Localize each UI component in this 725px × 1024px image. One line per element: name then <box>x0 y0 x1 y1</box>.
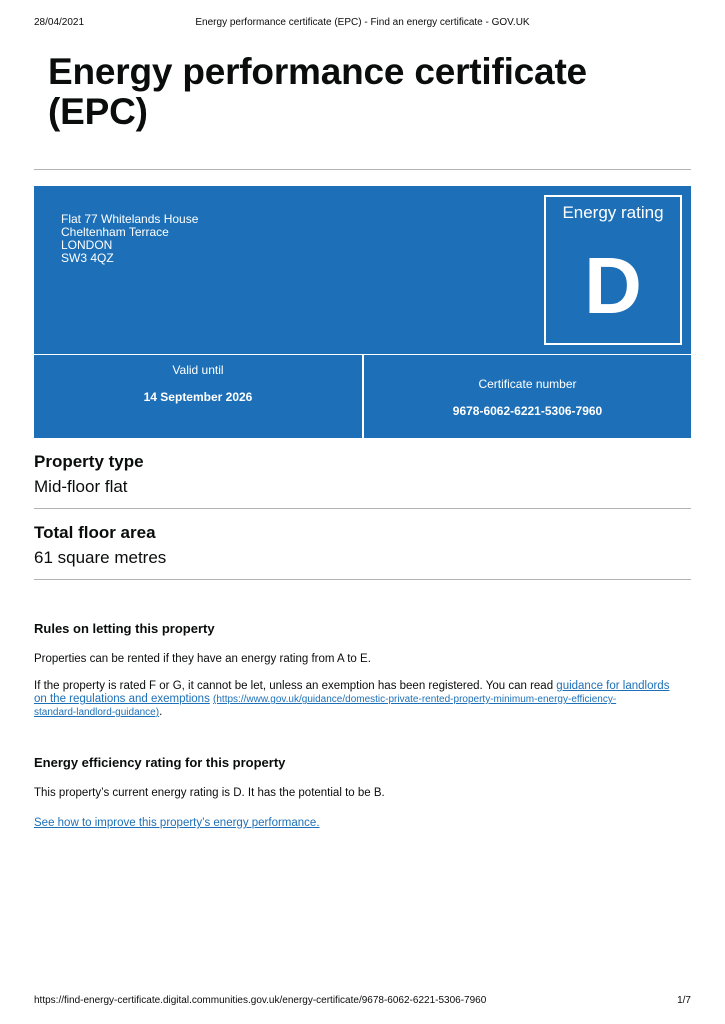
address-line-2: Cheltenham Terrace <box>61 225 169 239</box>
certificate-number-value: 9678-6062-6221-5306-7960 <box>452 404 603 418</box>
print-document-title: Energy performance certificate (EPC) - Find an energy certificate - GOV.UK <box>195 17 530 28</box>
property-address <box>61 213 198 265</box>
energy-rating-label: Energy rating <box>562 203 664 222</box>
address-line-1: Flat 77 Whitelands House <box>61 212 199 226</box>
letting-rules-text: If the property is rated F or G, it cannot be let, unless an exemption has been registered. You can read <box>34 680 557 692</box>
certificate-meta-row <box>34 355 691 438</box>
page-title: Energy performance certificate (EPC) <box>48 51 587 132</box>
letting-rules-heading: Rules on letting this property <box>34 621 215 636</box>
certificate-number-cell <box>364 355 691 438</box>
landlord-guidance-link[interactable]: guidance for landlords <box>556 680 670 692</box>
print-date: 28/04/2021 <box>34 17 85 28</box>
energy-rating-box <box>544 195 682 345</box>
divider <box>34 508 691 509</box>
address-line-3: LONDON <box>61 238 113 252</box>
letting-rules-text-2 <box>34 680 694 719</box>
print-header <box>34 17 691 31</box>
efficiency-rating-heading: Energy efficiency rating for this property <box>34 755 286 770</box>
efficiency-rating-text: This property’s current energy rating is D. It has the potential to be B. <box>34 787 385 799</box>
valid-until-value: 14 September 2026 <box>143 390 253 404</box>
print-page-number: 1/7 <box>677 995 691 1006</box>
divider <box>34 579 691 580</box>
certificate-number-label: Certificate number <box>478 377 577 391</box>
landlord-guidance-link-continued[interactable]: on the regulations and exemptions <box>34 693 210 705</box>
letting-rules-text-1: Properties can be rented if they have an energy rating from A to E. <box>34 653 371 665</box>
floor-area-heading: Total floor area <box>34 523 156 542</box>
epc-summary-panel <box>34 186 691 354</box>
improve-performance-link[interactable]: See how to improve this property’s energy performance. <box>34 817 320 829</box>
property-type-heading: Property type <box>34 452 144 471</box>
sentence-end: . <box>159 706 163 718</box>
divider <box>34 169 691 170</box>
print-footer <box>34 995 691 1009</box>
address-line-4: SW3 4QZ <box>61 251 114 265</box>
landlord-guidance-url-continued[interactable]: standard-landlord-guidance) <box>34 707 160 718</box>
landlord-guidance-url[interactable]: (https://www.gov.uk/guidance/domestic-private-rented-property-minimum-energy-efficiency- <box>213 694 617 705</box>
floor-area-value: 61 square metres <box>34 548 167 567</box>
energy-rating-letter: D <box>584 241 642 330</box>
valid-until-cell <box>34 355 362 438</box>
valid-until-label: Valid until <box>172 363 224 377</box>
property-type-value: Mid-floor flat <box>34 477 128 496</box>
improve-performance-line <box>34 817 694 830</box>
print-page-url: https://find-energy-certificate.digital.communities.gov.uk/energy-certificate/9678-6062-6221-5306-7960 <box>34 995 487 1006</box>
